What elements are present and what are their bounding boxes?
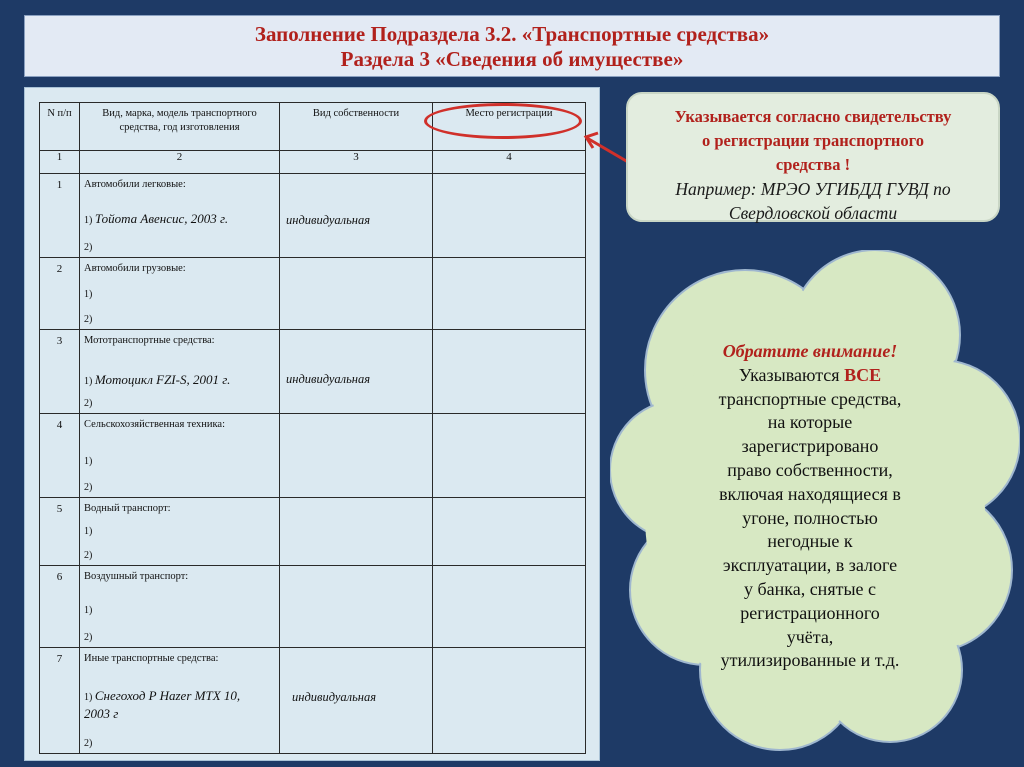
category-label: Автомобили грузовые: xyxy=(84,263,186,274)
ownership-cell xyxy=(280,648,433,754)
attention-line: у банка, снятые с xyxy=(743,578,877,599)
header-ownership: Вид собственности xyxy=(280,103,433,151)
declaration-table-panel xyxy=(24,87,600,761)
attention-line: право собственности, xyxy=(727,459,893,480)
ownership-cell xyxy=(280,566,433,648)
column-numbers-row xyxy=(40,151,586,174)
registration-cell xyxy=(433,566,586,648)
attention-line: негодные к xyxy=(767,531,853,552)
table-row xyxy=(40,648,586,754)
attention-line: зарегистрировано xyxy=(741,436,879,457)
ownership-cell xyxy=(280,498,433,566)
vehicle-value: Снегоход P Hazer MTX 10, 2003 г xyxy=(84,688,241,721)
row-number: 2 xyxy=(40,258,80,330)
table-row xyxy=(40,498,586,566)
title-line-1: Заполнение Подраздела 3.2. «Транспортные средства» xyxy=(254,22,770,46)
category-label: Водный транспорт: xyxy=(84,503,171,514)
attention-text xyxy=(660,340,960,673)
item-1: 1) xyxy=(84,456,93,467)
category-label: Воздушный транспорт: xyxy=(84,571,189,582)
ownership-cell xyxy=(280,258,433,330)
all-emphasis: ВСЕ xyxy=(844,364,882,385)
table-row xyxy=(40,330,586,414)
note-example-line: Свердловской области xyxy=(728,203,898,223)
row-number: 1 xyxy=(40,174,80,258)
attention-line: утилизированные и т.д. xyxy=(720,650,900,671)
attention-line: Указываются ВСЕ xyxy=(738,364,882,385)
item-2: 2) xyxy=(84,482,93,493)
note-line: Указывается согласно свидетельству xyxy=(674,107,952,126)
item-1: 1) xyxy=(84,526,93,537)
ownership-cell xyxy=(280,330,433,414)
category-label: Автомобили легковые: xyxy=(84,179,186,190)
item-1: 1) Тойота Авенсис, 2003 г. xyxy=(84,211,229,226)
item-1: 1) xyxy=(84,289,93,300)
row-number: 6 xyxy=(40,566,80,648)
registration-cell xyxy=(433,330,586,414)
row-number: 4 xyxy=(40,414,80,498)
row-number: 7 xyxy=(40,648,80,754)
col-number: 1 xyxy=(40,151,80,174)
note-line: о регистрации транспортного xyxy=(701,131,925,150)
table-row xyxy=(40,174,586,258)
item-2: 2) xyxy=(84,550,93,561)
col-number: 4 xyxy=(433,151,586,174)
item-1: 1) Снегоход P Hazer MTX 10, 2003 г xyxy=(84,688,241,721)
col-number: 3 xyxy=(280,151,433,174)
attention-line: угоне, полностью xyxy=(742,507,878,528)
row-number: 5 xyxy=(40,498,80,566)
row-number: 3 xyxy=(40,330,80,414)
ownership-value: индивидуальная xyxy=(292,690,377,704)
item-2: 2) xyxy=(84,314,93,325)
vehicle-cell xyxy=(80,566,280,648)
vehicle-cell xyxy=(80,414,280,498)
note-line: средства ! xyxy=(775,155,851,174)
attention-line: эксплуатации, в залоге xyxy=(722,555,898,576)
table-row xyxy=(40,414,586,498)
vehicle-value: Мотоцикл FZI-S, 2001 г. xyxy=(94,372,231,387)
attention-line: регистрационного xyxy=(740,602,880,623)
table-row xyxy=(40,258,586,330)
attention-line: учёта, xyxy=(786,626,834,647)
header-vehicle: Вид, марка, модель транспортного средства, год изготовления xyxy=(80,103,280,151)
registration-cell xyxy=(433,648,586,754)
slide-title xyxy=(24,15,1000,77)
registration-cell xyxy=(433,174,586,258)
attention-line: на которые xyxy=(767,412,853,433)
registration-highlight-oval xyxy=(424,103,582,139)
header-registration: Место регистрации xyxy=(433,103,586,151)
vehicle-cell xyxy=(80,174,280,258)
item-2: 2) xyxy=(84,398,93,409)
registration-cell xyxy=(433,414,586,498)
vehicles-table xyxy=(39,102,586,754)
vehicle-cell xyxy=(80,330,280,414)
ownership-value: индивидуальная xyxy=(286,372,371,386)
title-line-2: Раздела 3 «Сведения об имуществе» xyxy=(340,47,684,71)
ownership-value: индивидуальная xyxy=(286,213,371,227)
item-2: 2) xyxy=(84,738,93,749)
table-row xyxy=(40,566,586,648)
vehicle-cell xyxy=(80,498,280,566)
attention-line: включая находящиеся в xyxy=(719,483,901,504)
note-example-line: Например: МРЭО УГИБДД ГУВД по xyxy=(675,179,951,199)
vehicle-cell xyxy=(80,258,280,330)
registration-cell xyxy=(433,258,586,330)
header-num: N п/п xyxy=(40,103,80,151)
category-label: Сельскохозяйственная техника: xyxy=(84,419,226,430)
attention-line: транспортные средства, xyxy=(718,388,902,409)
item-2: 2) xyxy=(84,242,93,253)
item-2: 2) xyxy=(84,632,93,643)
registration-cell xyxy=(433,498,586,566)
category-label: Иные транспортные средства: xyxy=(84,653,219,664)
category-label: Мототранспортные средства: xyxy=(84,335,215,346)
item-1: 1) Мотоцикл FZI-S, 2001 г. xyxy=(84,372,231,387)
attention-heading: Обратите внимание! xyxy=(722,341,898,361)
col-number: 2 xyxy=(80,151,280,174)
registration-note-box xyxy=(626,92,1000,222)
vehicle-value: Тойота Авенсис, 2003 г. xyxy=(94,211,229,226)
item-1: 1) xyxy=(84,605,93,616)
ownership-cell xyxy=(280,414,433,498)
ownership-cell xyxy=(280,174,433,258)
vehicle-cell xyxy=(80,648,280,754)
